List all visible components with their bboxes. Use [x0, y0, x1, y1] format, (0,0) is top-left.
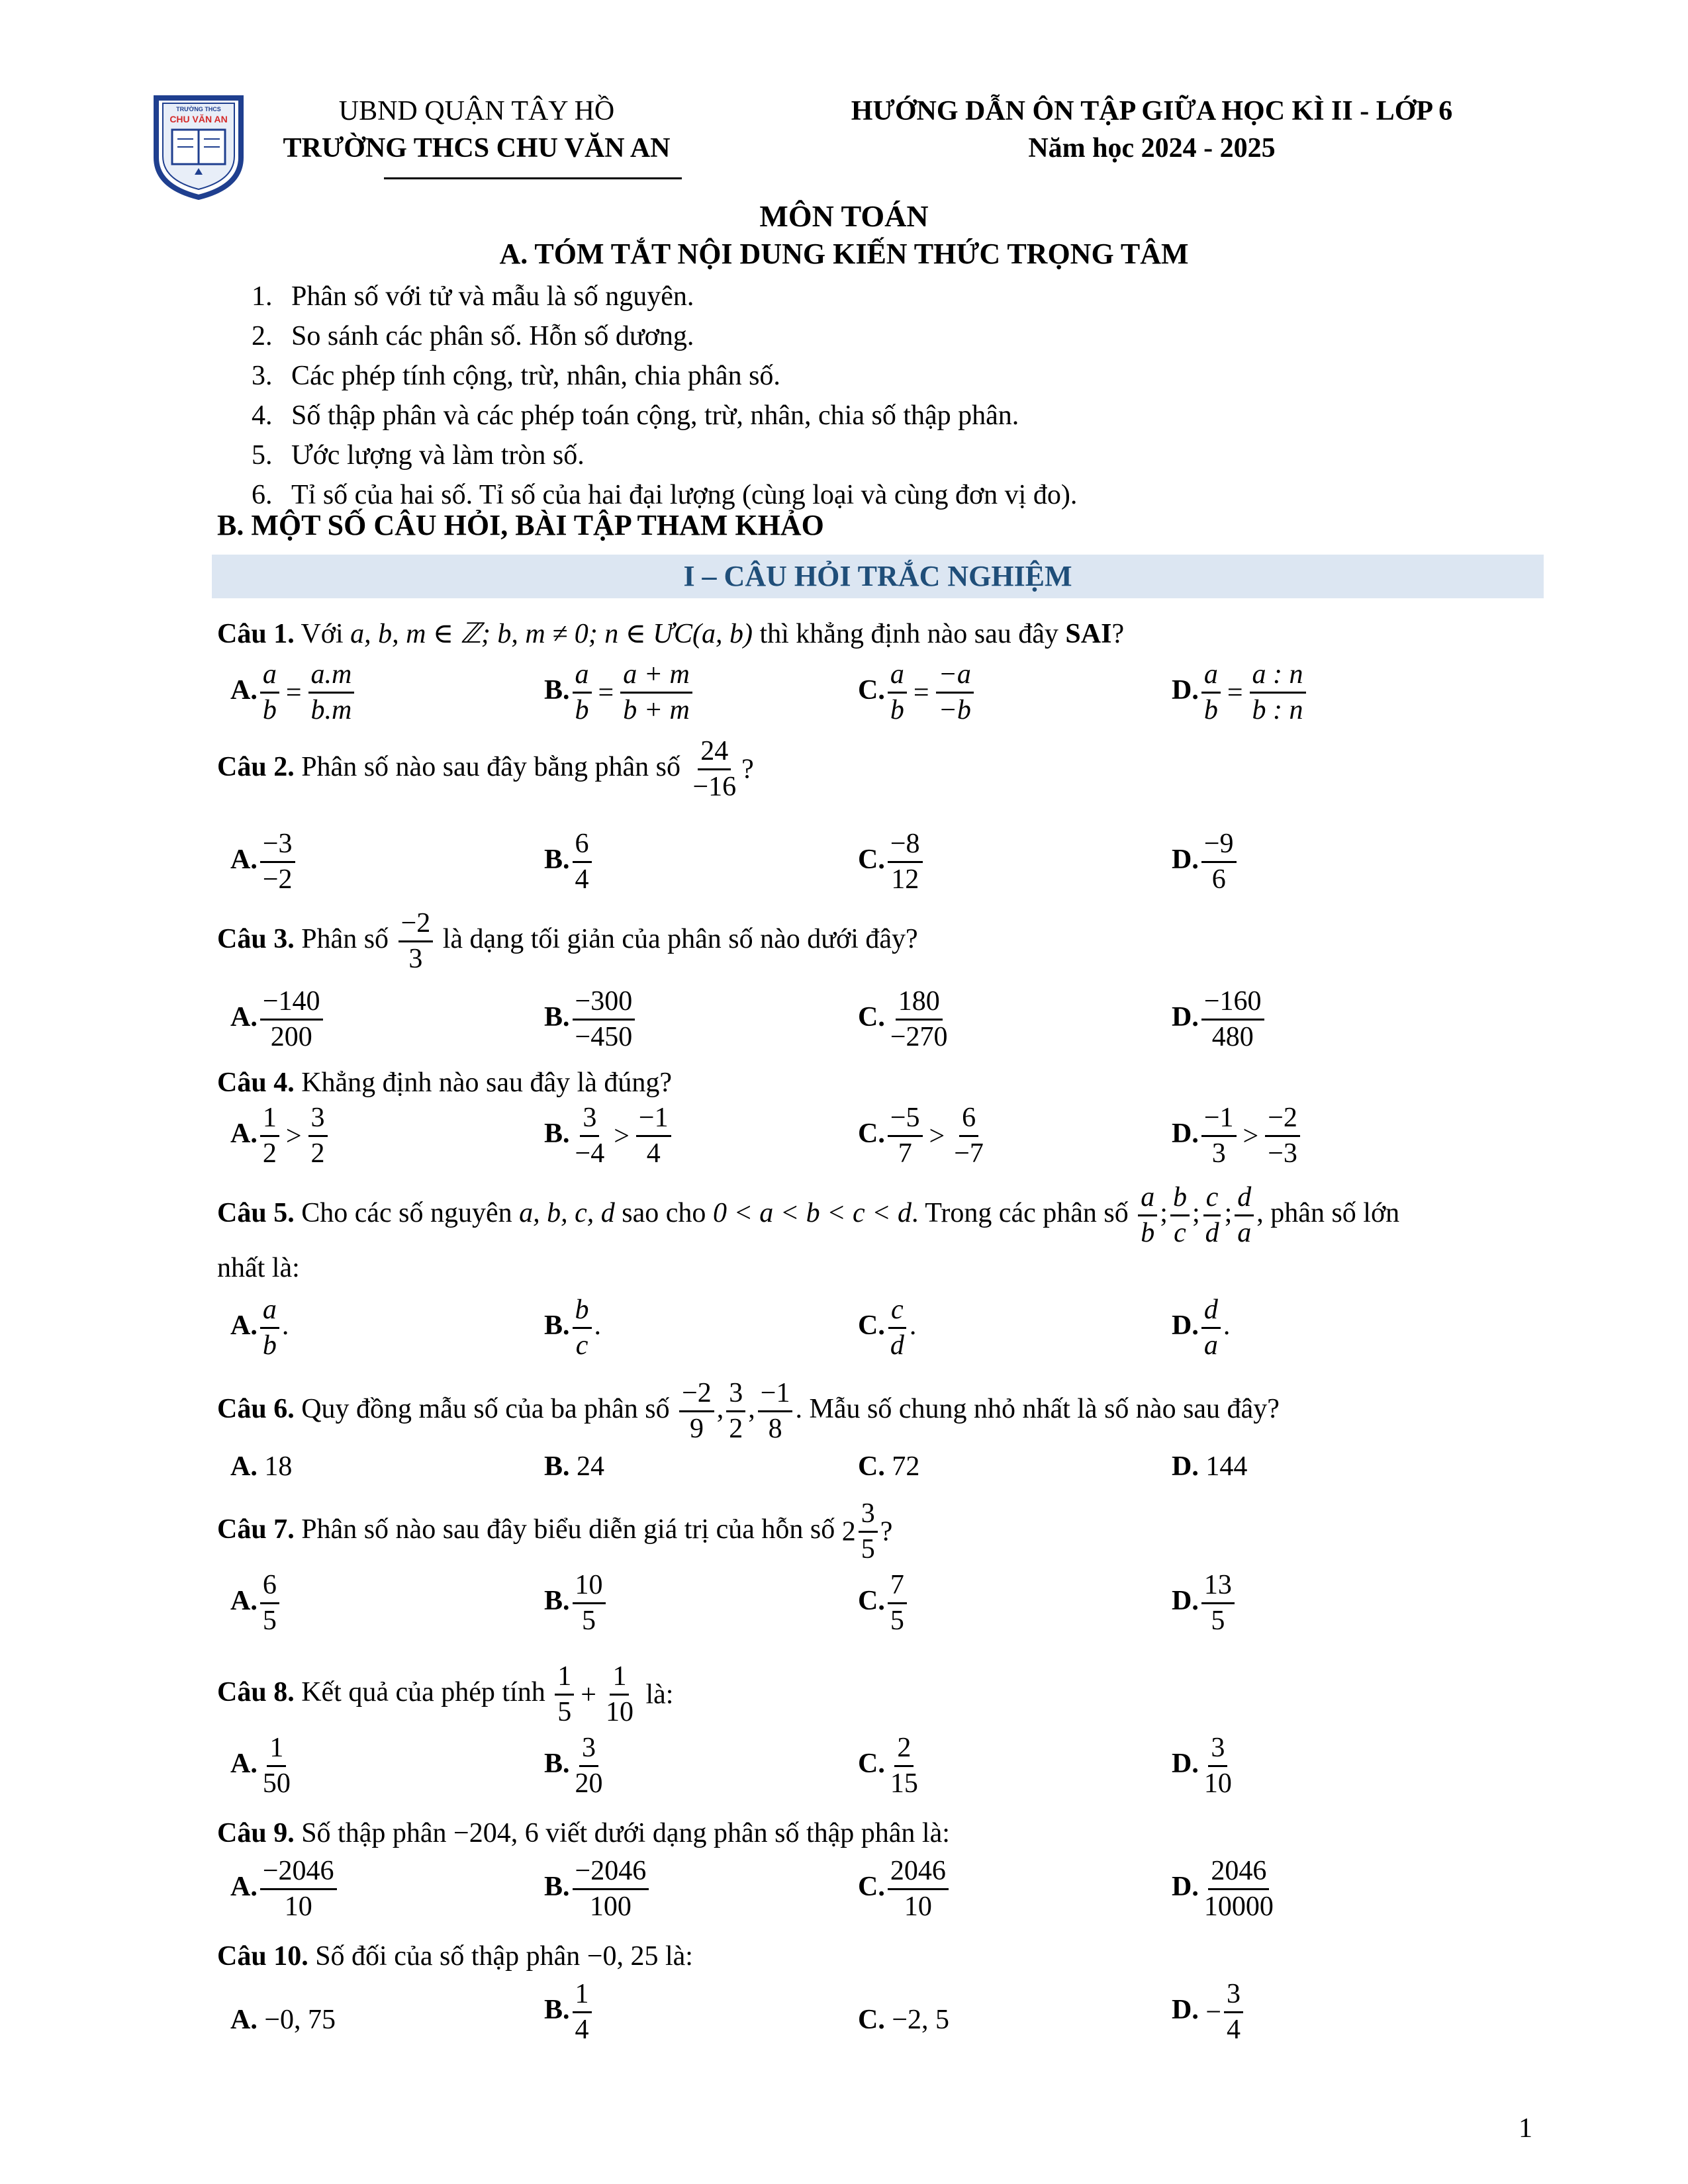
- question-8: Câu 8. Kết quả của phép tính $\frac{1}{5}$ + $\frac{1}{10}$ là:: [217, 1661, 674, 1728]
- q4-option-d[interactable]: D. $\frac{-1}{3}$ > $\frac{-2}{-3}$: [1172, 1103, 1303, 1169]
- q8-option-a[interactable]: A. $\frac{1}{50}$: [230, 1733, 291, 1799]
- q2-option-c[interactable]: C. $\frac{-8}{12}$: [858, 829, 925, 895]
- q5-option-b[interactable]: B. $\frac{b}{c}$ .: [544, 1295, 602, 1361]
- q9-option-c[interactable]: C. $\frac{2046}{10}$: [858, 1856, 951, 1923]
- header-underline: [384, 177, 682, 179]
- q3-option-c[interactable]: C. $\frac{180}{-270}$: [858, 986, 948, 1053]
- question-2: Câu 2. Phân số nào sau đây bằng phân số $\frac{24}{-16}$ ?: [217, 736, 754, 803]
- question-3: Câu 3. Phân số $\frac{-2}{3}$ là dạng tối giản của phân số nào dưới đây?: [217, 908, 918, 975]
- q10-option-b[interactable]: B. $\frac{1}{4}$: [544, 1979, 594, 2046]
- q7-option-a[interactable]: A. $\frac{6}{5}$: [230, 1570, 282, 1637]
- q10-option-c[interactable]: C. −2, 5: [858, 2005, 950, 2035]
- q9-option-a[interactable]: A. $\frac{-2046}{10}$: [230, 1856, 340, 1923]
- q7-option-c[interactable]: C. $\frac{7}{5}$: [858, 1570, 910, 1637]
- school-logo: [152, 94, 245, 200]
- q5-option-d[interactable]: D. $\frac{d}{a}$ .: [1172, 1295, 1231, 1361]
- topic-item: 3. Các phép tính cộng, trừ, nhân, chia phân số.: [252, 361, 780, 391]
- question-7: Câu 7. Phân số nào sau đây biểu diễn giá trị của hỗn số 2 $\frac{3}{5}$ ?: [217, 1498, 893, 1565]
- logo-top-text: TRƯỜNG THCS: [176, 106, 221, 113]
- question-5-line2: nhất là:: [217, 1253, 300, 1283]
- topic-item: 4. Số thập phân và các phép toán cộng, trừ, nhân, chia số thập phân.: [252, 400, 1019, 431]
- question-4: Câu 4. Khẳng định nào sau đây là đúng?: [217, 1068, 673, 1098]
- question-1: Câu 1. Với a, b, m ∈ ℤ; b, m ≠ 0; n ∈ ƯC(a, b) thì khẳng định nào sau đây SAI?: [217, 619, 1125, 649]
- q5-option-c[interactable]: C. $\frac{c}{d}$ .: [858, 1295, 917, 1361]
- q5-option-a[interactable]: A. $\frac{a}{b}$ .: [230, 1295, 289, 1361]
- q6-option-c[interactable]: C. 72: [858, 1451, 920, 1482]
- q4-option-c[interactable]: C. $\frac{-5}{7}$ > $\frac{6}{-7}$: [858, 1103, 984, 1169]
- q8-option-b[interactable]: B. $\frac{3}{20}$: [544, 1733, 603, 1799]
- q1-option-c[interactable]: C. $\frac{a}{b}$ = $\frac{-a}{-b}$: [858, 659, 976, 726]
- q9-option-b[interactable]: B. $\frac{-2046}{100}$: [544, 1856, 651, 1923]
- q10-option-a[interactable]: A. −0, 75: [230, 2005, 336, 2035]
- logo-name: CHU VĂN AN: [169, 114, 228, 124]
- header-left: [245, 93, 708, 167]
- q4-option-b[interactable]: B. $\frac{3}{-4}$ > $\frac{-1}{4}$: [544, 1103, 674, 1169]
- q3-option-b[interactable]: B. $\frac{-300}{-450}$: [544, 986, 637, 1053]
- question-10: Câu 10. Số đối của số thập phân −0, 25 là:: [217, 1941, 693, 1972]
- question-6: Câu 6. Quy đồng mẫu số của ba phân số $\frac{-2}{9}$ , $\frac{3}{2}$ , $\frac{-1}{8}$ . Mẫu số chung nhỏ nhất là số nào sau đây?: [217, 1378, 1280, 1445]
- q8-option-d[interactable]: D. $\frac{3}{10}$: [1172, 1733, 1232, 1799]
- topic-item: 2. So sánh các phân số. Hỗn số dương.: [252, 321, 694, 351]
- q2-option-b[interactable]: B. $\frac{6}{4}$: [544, 829, 594, 895]
- district-name: UBND QUẬN TÂY HỒ: [338, 96, 615, 126]
- q2-option-d[interactable]: D. $\frac{-9}{6}$: [1172, 829, 1239, 895]
- q2-option-a[interactable]: A. $\frac{-3}{-2}$: [230, 829, 298, 895]
- q9-option-d[interactable]: D. $\frac{2046}{10000}$: [1172, 1856, 1274, 1923]
- section-a-title: A. TÓM TẮT NỘI DUNG KIẾN THỨC TRỌNG TÂM: [499, 238, 1189, 270]
- q7-option-d[interactable]: D. $\frac{13}{5}$: [1172, 1570, 1237, 1637]
- q6-option-a[interactable]: A. 18: [230, 1451, 293, 1482]
- q4-option-a[interactable]: A. $\frac{1}{2}$ > $\frac{3}{2}$: [230, 1103, 330, 1169]
- school-year: Năm học 2024 - 2025: [1028, 133, 1276, 163]
- q3-option-a[interactable]: A. $\frac{-140}{200}$: [230, 986, 326, 1053]
- topic-item: 1. Phân số với tử và mẫu là số nguyên.: [252, 281, 694, 312]
- q1-option-a[interactable]: A. $\frac{a}{b}$ = $\frac{a.m}{b.m}$: [230, 659, 357, 726]
- header-right: [768, 93, 1536, 167]
- q1-option-b[interactable]: B. $\frac{a}{b}$ = $\frac{a + m}{b + m}$: [544, 659, 695, 726]
- question-9: Câu 9. Số thập phân −204, 6 viết dưới dạng phân số thập phân là:: [217, 1818, 950, 1848]
- q6-option-d[interactable]: D. 144: [1172, 1451, 1248, 1482]
- q1-option-d[interactable]: D. $\frac{a}{b}$ = $\frac{a : n}{b : n}$: [1172, 659, 1309, 726]
- topic-list: [252, 277, 1077, 515]
- q10-option-d[interactable]: D. − $\frac{3}{4}$: [1172, 1979, 1246, 2046]
- subject-title: MÔN TOÁN: [759, 199, 929, 233]
- q8-option-c[interactable]: C. $\frac{2}{15}$: [858, 1733, 918, 1799]
- q6-option-b[interactable]: B. 24: [544, 1451, 605, 1482]
- multiple-choice-band: I – CÂU HỎI TRẮC NGHIỆM: [212, 555, 1544, 598]
- q3-option-d[interactable]: D. $\frac{-160}{480}$: [1172, 986, 1267, 1053]
- page-number: 1: [1519, 2113, 1532, 2144]
- q7-option-b[interactable]: B. $\frac{10}{5}$: [544, 1570, 608, 1637]
- question-5: Câu 5. Cho các số nguyên a, b, c, d sao cho 0 < a < b < c < d. Trong các phân số $\frac{a}{b}$ ; $\frac{b}{c}$ ; $\frac{c}{d}$ ; $\frac{d}{a}$ , phân số lớn: [217, 1182, 1400, 1249]
- school-name: TRƯỜNG THCS CHU VĂN AN: [283, 133, 671, 163]
- section-b-title: B. MỘT SỐ CÂU HỎI, BÀI TẬP THAM KHẢO: [217, 509, 824, 541]
- document-title: HƯỚNG DẪN ÔN TẬP GIỮA HỌC KÌ II - LỚP 6: [851, 96, 1453, 126]
- topic-item: 5. Ước lượng và làm tròn số.: [252, 440, 585, 471]
- topic-item: 6. Tỉ số của hai số. Tỉ số của hai đại lượng (cùng loại và cùng đơn vị đo).: [252, 480, 1078, 510]
